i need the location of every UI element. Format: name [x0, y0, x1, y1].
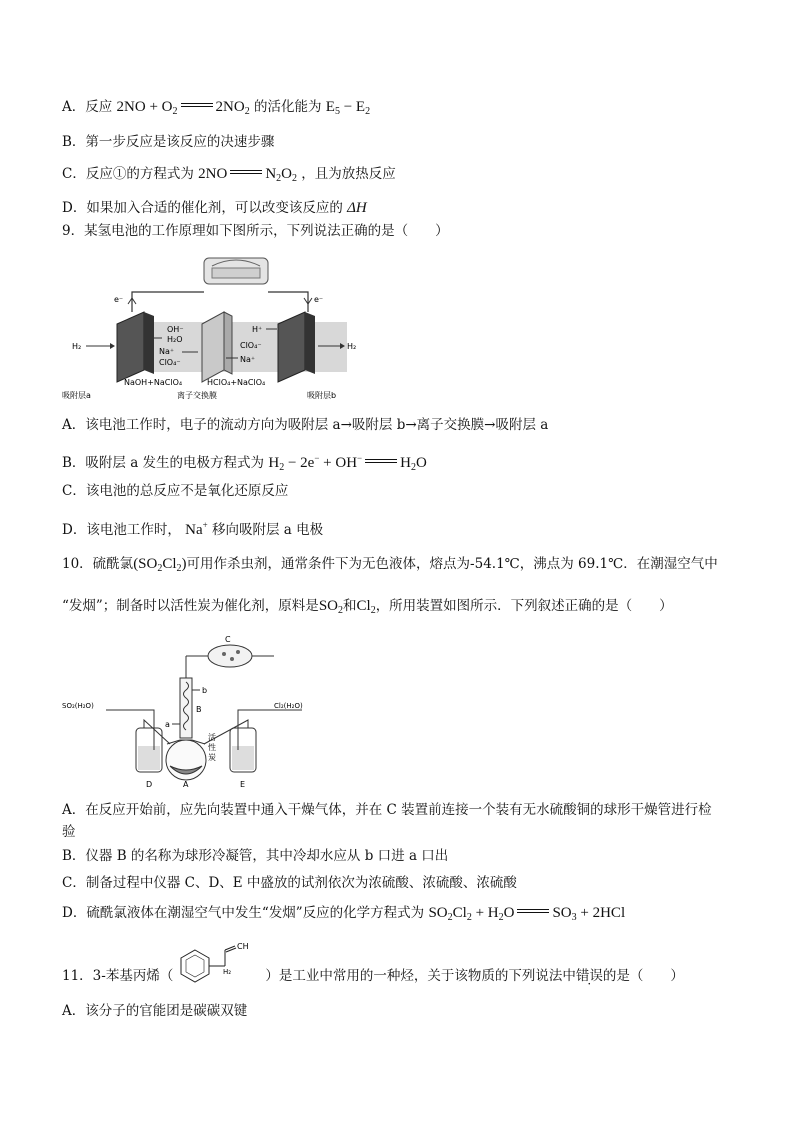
q10-line2-text2: ，所用装置如图所示．下列叙述正确的是（ ）	[375, 598, 673, 614]
q9-option-c: C．该电池的总反应不是氧化还原反应	[62, 483, 289, 499]
q10-stem-text: 10．硫酰氯	[62, 556, 134, 572]
label-carbon-2: 性	[208, 743, 216, 752]
q11-stem-text: 11．3-苯基丙烯（	[62, 968, 174, 984]
adsorption-layer-b	[278, 312, 305, 382]
q10-stem	[62, 555, 718, 578]
q11-option-a: A．该分子的官能团是碳碳双键	[62, 1003, 248, 1019]
solution-right-label: HClO₄+NaClO₄	[207, 378, 266, 387]
label-b-port: b	[202, 686, 208, 695]
label-a: A	[183, 780, 189, 789]
struct-h2: H₂	[223, 968, 232, 976]
solution-left-label: NaOH+NaClO₄	[124, 378, 183, 387]
q8-option-a-energy: $E_5 - E_2$	[325, 99, 371, 117]
q10-stem-line2	[62, 597, 673, 620]
q9-option-d	[62, 516, 323, 539]
q11-stem-end: 的是（ ）	[602, 968, 684, 984]
q8-option-c-text2: ，且为放热反应	[301, 166, 396, 182]
q8-option-a-equation: $2NO + O_2$ $2NO_2$	[116, 99, 250, 117]
membrane-label: 离子交换膜	[177, 391, 217, 400]
label-d: D	[146, 780, 153, 789]
q9-option-b-equation: $H_2 - 2e^- + OH^-$ $H_2O$	[268, 453, 427, 473]
q10-so2: $SO_2$	[318, 598, 343, 616]
q9-option-d-text2: 移向吸附层 a 电极	[212, 522, 324, 538]
label-a-port: a	[165, 720, 170, 729]
q8-option-d	[62, 199, 367, 217]
ion-exchange-membrane	[202, 312, 224, 382]
q8-option-d-symbol: ΔH	[347, 200, 367, 216]
q8-option-d-text: D．如果加入合适的催化剂，可以改变该反应的	[62, 200, 343, 216]
q8-option-a-text: A．反应	[62, 99, 113, 115]
struct-ch: CH	[237, 942, 249, 951]
label-carbon-3: 炭	[208, 753, 216, 762]
q10-formula: $(SO_2Cl_2)$	[133, 556, 187, 574]
layer-b-label: 吸附层b	[307, 391, 337, 400]
q10-line2-and: 和	[343, 598, 357, 614]
q10-option-d	[62, 904, 625, 927]
q10-stem-text2: 可用作杀虫剂，通常条件下为无色液体，熔点为-54.1℃，沸点为 69.1℃．在潮湿空气中	[186, 556, 718, 572]
q8-option-c	[62, 165, 396, 188]
q9-option-d-ion: Na+	[185, 520, 208, 538]
adsorption-layer-a	[117, 312, 144, 382]
ion-left-1: OH⁻	[167, 325, 184, 334]
h2-out-label: H₂	[347, 342, 357, 351]
q9-option-b-text: B．吸附层 a 发生的电极方程式为	[62, 455, 265, 471]
layer-a-label: 吸附层a	[62, 391, 91, 400]
drying-tube-c	[208, 645, 252, 667]
q10-cl2: $Cl_2$	[356, 598, 376, 616]
electron-right-label: e⁻	[314, 295, 324, 304]
q11-emphasis: 错误	[575, 968, 603, 984]
q8-option-c-equation: 2NO $N_2O_2$	[198, 166, 297, 184]
ion-left-2: H₂O	[167, 335, 183, 344]
q8-option-b: B．第一步反应是该反应的决速步骤	[62, 134, 275, 150]
q10-apparatus-diagram	[62, 632, 332, 792]
ion-right-3: Na⁺	[240, 355, 256, 364]
q9-option-b	[62, 449, 427, 477]
electron-left-label: e⁻	[114, 295, 124, 304]
label-e: E	[240, 780, 246, 789]
q10-option-b: B．仪器 B 的名称为球形冷凝管，其中冷却水应从 b 口进 a 口出	[62, 848, 449, 864]
label-so2: SO₂(H₂O)	[62, 702, 94, 710]
q10-option-d-equation: $SO_2Cl_2 + H_2O$ $SO_3 + 2HCl$	[428, 905, 626, 923]
q8-option-c-text: C．反应①的方程式为	[62, 166, 194, 182]
q10-option-a: A．在反应开始前，应先向装置中通入干燥气体，并在 C 装置前连接一个装有无水硫酸铜的球形干燥管进行检	[62, 802, 712, 818]
label-carbon-1: 活	[208, 733, 216, 742]
ion-left-4: ClO₄⁻	[159, 358, 181, 367]
label-cl2: Cl₂(H₂O)	[274, 702, 303, 710]
q10-option-a-cont: 验	[62, 824, 76, 840]
q8-option-a	[62, 98, 370, 121]
q11-stem-text2: ）是工业中常用的一种烃，关于该物质的下列说法中	[265, 968, 576, 984]
q9-stem: 9．某氢电池的工作原理如下图所示，下列说法正确的是（ ）	[62, 223, 449, 239]
h2-in-label: H₂	[72, 342, 82, 351]
ion-left-3: Na⁺	[159, 347, 175, 356]
q9-option-d-text: D．该电池工作时，	[62, 522, 181, 538]
left-wire	[132, 292, 204, 312]
q10-option-c: C．制备过程中仪器 C、D、E 中盛放的试剂依次为浓硫酸、浓硫酸、浓硫酸	[62, 875, 517, 891]
condenser-b	[180, 678, 192, 738]
q9-option-a: A．该电池工作时，电子的流动方向为吸附层 a→吸附层 b→离子交换膜→吸附层 a	[62, 417, 549, 433]
ion-right-1: H⁺	[252, 325, 263, 334]
right-wire	[268, 292, 308, 312]
q8-option-a-text2: 的活化能为	[253, 99, 322, 115]
label-c: C	[225, 635, 231, 644]
ion-right-2: ClO₄⁻	[240, 341, 262, 350]
q9-battery-diagram	[62, 252, 362, 400]
q11-structure	[175, 938, 255, 988]
q10-line2-text: “发烟”；制备时以活性炭为催化剂，原料是	[62, 598, 319, 614]
q10-option-d-text: D．硫酰氯液体在潮湿空气中发生“发烟”反应的化学方程式为	[62, 905, 425, 921]
label-b: B	[196, 705, 202, 714]
q11-stem	[62, 967, 684, 985]
